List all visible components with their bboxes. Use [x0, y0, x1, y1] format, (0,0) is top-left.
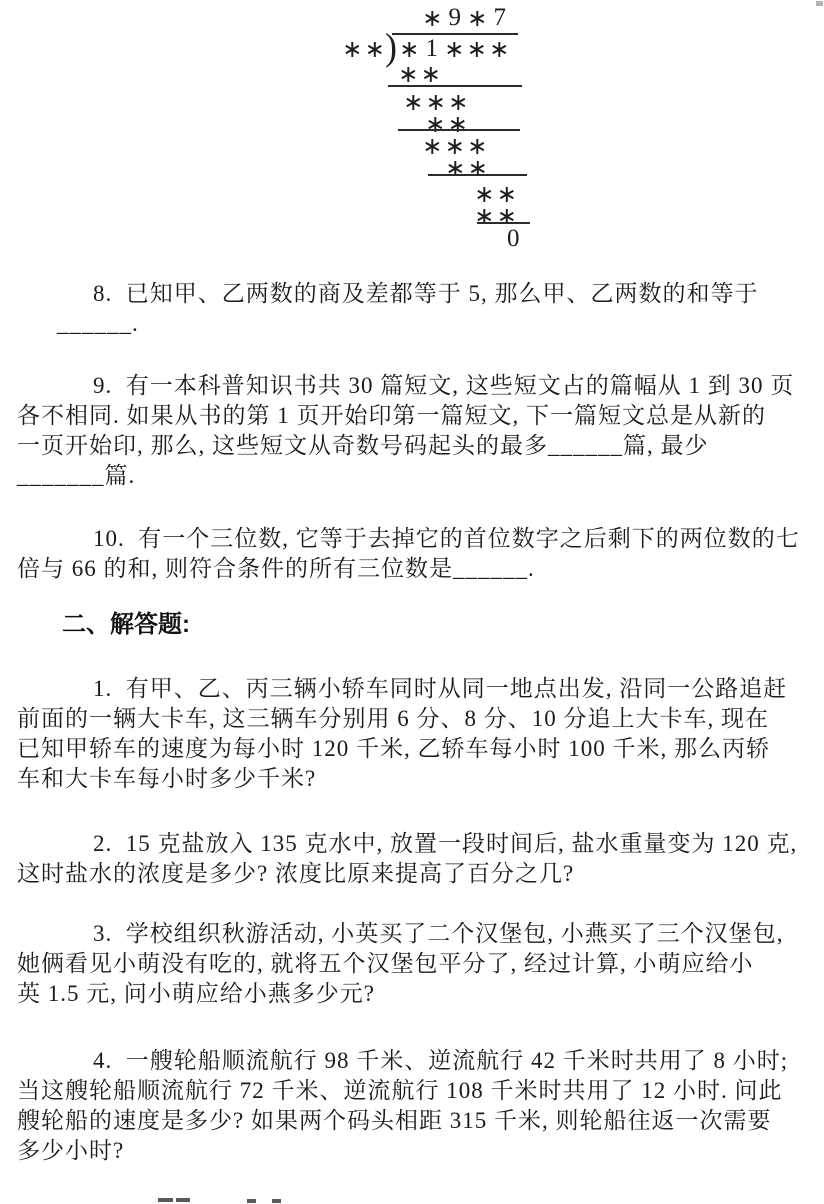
text-line: 艘轮船的速度是多少? 如果两个码头相距 315 千米, 则轮船往返一次需要 — [17, 1108, 772, 1133]
problem-3 — [17, 919, 807, 1009]
text-line: 她俩看见小萌没有吃的, 就将五个汉堡包平分了, 经过计算, 小萌应给小 — [17, 951, 754, 976]
problem-2 — [17, 829, 807, 889]
text-line: 3. 学校组织秋游活动, 小英买了二个汉堡包, 小燕买了三个汉堡包, — [93, 921, 784, 946]
asterisk-digit: ∗ — [467, 154, 488, 182]
text-line: ______. — [57, 311, 139, 336]
problem-4 — [17, 1046, 807, 1166]
cutoff-line-fragment — [158, 1198, 173, 1202]
text-line: 倍与 66 的和, 则符合条件的所有三位数是______. — [17, 556, 535, 581]
asterisk-digit: ∗ — [445, 154, 466, 182]
text-line: 车和大卡车每小时多少千米? — [17, 766, 317, 791]
asterisk-digit: ∗ — [444, 35, 465, 63]
asterisk-digit: ∗ — [399, 35, 420, 63]
text-line: 一页开始印, 那么, 这些短文从奇数号码起头的最多______篇, 最少 — [17, 433, 709, 458]
problem-9 — [17, 371, 807, 491]
problem-8 — [17, 279, 807, 339]
text-line: 9. 有一本科普知识书共 30 篇短文, 这些短文占的篇幅从 1 到 30 页 — [93, 373, 795, 398]
division-bracket: ) — [385, 26, 397, 68]
problem-10 — [17, 524, 807, 584]
asterisk-digit: ∗ — [425, 110, 446, 138]
text-line: _______篇. — [17, 463, 136, 488]
asterisk-digit: ∗ — [398, 60, 419, 88]
asterisk-digit: ∗ — [342, 35, 363, 63]
text-line: 前面的一辆大卡车, 这三辆车分别用 6 分、8 分、10 分追上大卡车, 现在 — [17, 706, 769, 731]
text-line: 当这艘轮船顺流航行 72 千米、逆流航行 108 千米时共用了 12 小时. 问此 — [17, 1078, 783, 1103]
text-line: 4. 一艘轮船顺流航行 98 千米、逆流航行 42 千米时共用了 8 小时; — [93, 1048, 789, 1073]
asterisk-digit: ∗ — [489, 35, 510, 63]
asterisk-digit: ∗ — [467, 4, 488, 32]
digit: 1 — [425, 35, 438, 62]
asterisk-digit: ∗ — [422, 4, 443, 32]
asterisk-digit: ∗ — [496, 202, 517, 230]
asterisk-digit: ∗ — [364, 35, 385, 63]
text-line: 各不相同. 如果从书的第 1 页开始印第一篇短文, 下一篇短文总是从新的 — [17, 403, 766, 428]
asterisk-digit: ∗ — [474, 202, 495, 230]
cutoff-line-fragment — [247, 1199, 256, 1203]
cutoff-line-fragment — [272, 1199, 281, 1203]
text-line: 这时盐水的浓度是多少? 浓度比原来提高了百分之几? — [17, 861, 575, 886]
asterisk-digit: ∗ — [448, 88, 469, 116]
digit: 9 — [448, 4, 461, 31]
asterisk-digit: ∗ — [425, 88, 446, 116]
text-body — [17, 0, 807, 1204]
text-line: 2. 15 克盐放入 135 克水中, 放置一段时间后, 盐水重量变为 120 克, — [93, 831, 798, 856]
asterisk-digit: ∗ — [403, 88, 424, 116]
text-line: 8. 已知甲、乙两数的商及差都等于 5, 那么甲、乙两数的和等于 — [93, 281, 759, 306]
text-line: 1. 有甲、乙、丙三辆小轿车同时从同一地点出发, 沿同一公路追赶 — [93, 676, 788, 701]
asterisk-digit: ∗ — [447, 110, 468, 138]
digit: 7 — [493, 4, 506, 31]
asterisk-digit: ∗ — [466, 35, 487, 63]
asterisk-digit: ∗ — [467, 132, 488, 160]
text-line: 英 1.5 元, 问小萌应给小燕多少元? — [17, 981, 375, 1006]
scan-corner-artifact — [816, 1, 823, 6]
text-line: 10. 有一个三位数, 它等于去掉它的首位数字之后剩下的两位数的七 — [93, 526, 800, 551]
text-line: 已知甲轿车的速度为每小时 120 千米, 乙轿车每小时 100 千米, 那么丙轿 — [17, 736, 770, 761]
asterisk-digit: ∗ — [496, 180, 517, 208]
problem-1 — [17, 674, 807, 794]
asterisk-digit: ∗ — [420, 60, 441, 88]
asterisk-digit: ∗ — [444, 132, 465, 160]
digit: 0 — [507, 225, 520, 252]
text-line: 多少小时? — [17, 1138, 125, 1163]
cutoff-line-fragment — [176, 1198, 190, 1202]
asterisk-digit: ∗ — [474, 180, 495, 208]
section-2-header: 二、解答题: — [62, 611, 190, 638]
asterisk-digit: ∗ — [422, 132, 443, 160]
